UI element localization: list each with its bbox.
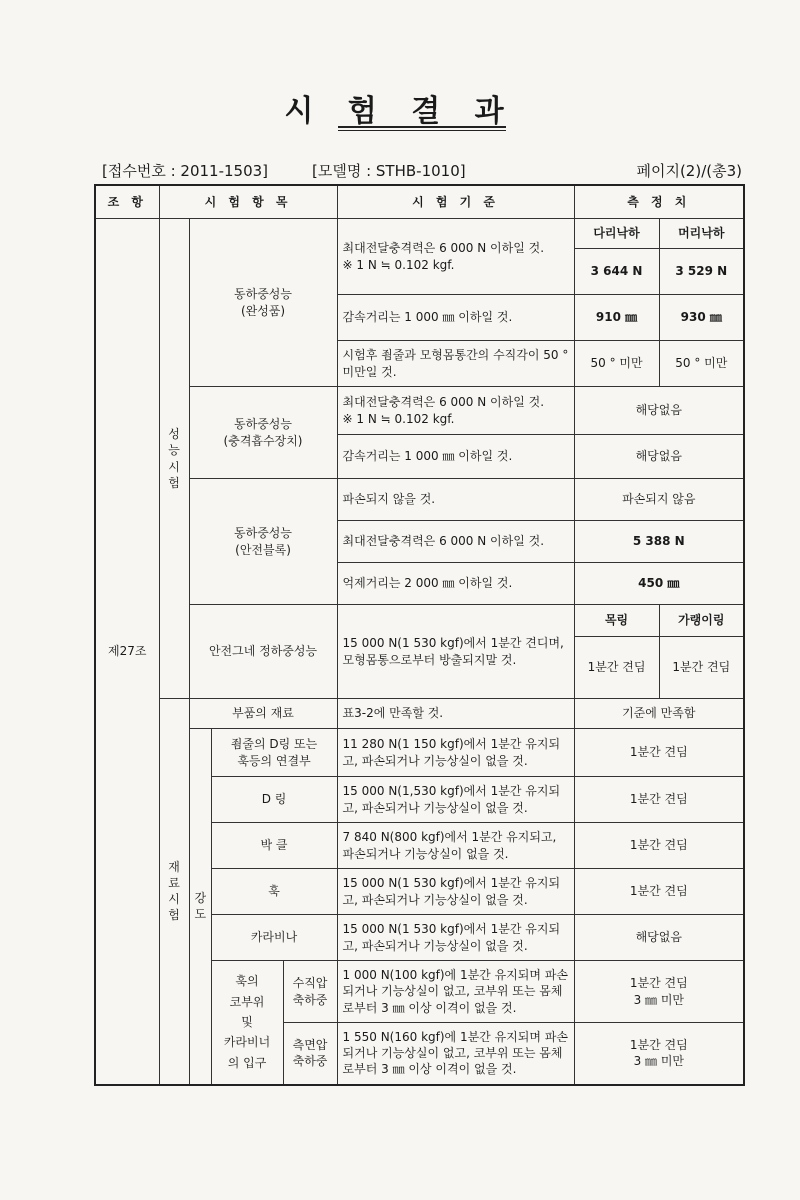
- header-row: [95, 185, 744, 219]
- subheader-crotch-ring: 가랭이링: [659, 605, 744, 637]
- item-lateral-load: 측면압 축하중: [283, 1023, 337, 1085]
- table-row: [95, 699, 744, 729]
- header-criteria: 시 험 기 준: [337, 185, 574, 219]
- measure-hook: 1분간 견딤: [574, 869, 744, 915]
- measure-block-break: 파손되지 않음: [574, 479, 744, 521]
- model-name: [모델명 : STHB-1010]: [312, 162, 466, 180]
- measure-absorber-force: 해당없음: [574, 387, 744, 435]
- criteria-parts-material: 표3-2에 만족할 것.: [337, 699, 574, 729]
- criteria-d-ring: 15 000 N(1,530 kgf)에서 1분간 유지되고, 파손되거나 기능상실이 없을 것.: [337, 777, 574, 823]
- measure-full-angle-foot: 50 ° 미만: [659, 341, 744, 387]
- strength-label: 강 도: [189, 729, 211, 1085]
- header-measured: 측 정 치: [574, 185, 744, 219]
- criteria-block-force: 최대전달충격력은 6 000 N 이하일 것.: [337, 521, 574, 563]
- criteria-lateral-load: 1 550 N(160 kgf)에 1분간 유지되며 파손되거나 기능상실이 없고, 코부위 또는 몸체로부터 3 ㎜ 이상 이격이 없을 것.: [337, 1023, 574, 1085]
- subheader-head-drop: 다리낙하: [574, 219, 659, 249]
- item-hook-mouth: 훅의 코부위 및 카라비너 의 입구: [211, 961, 283, 1085]
- criteria-buckle: 7 840 N(800 kgf)에서 1분간 유지되고, 파손되거나 기능상실이 없을 것.: [337, 823, 574, 869]
- measure-absorber-decel: 해당없음: [574, 435, 744, 479]
- item-full-product: 동하중성능 (완성품): [189, 219, 337, 387]
- header-item: 시 험 항 목: [159, 185, 337, 219]
- measure-neck-ring: 1분간 견딤: [574, 637, 659, 699]
- criteria-harness-static: 15 000 N(1 530 kgf)에서 1분간 견디며, 모형몸통으로부터 방출되지말 것.: [337, 605, 574, 699]
- item-d-ring: D 링: [211, 777, 337, 823]
- criteria-lanyard-connection: 11 280 N(1 150 kgf)에서 1분간 유지되고, 파손되거나 기능상실이 없을 것.: [337, 729, 574, 777]
- subheader-foot-drop: 머리낙하: [659, 219, 744, 249]
- item-safety-block: 동하중성능 (안전블록): [189, 479, 337, 605]
- title-underline: [338, 126, 506, 128]
- item-vertical-load: 수직압 축하중: [283, 961, 337, 1023]
- measure-full-angle-head: 50 ° 미만: [574, 341, 659, 387]
- criteria-full-decel: 감속거리는 1 000 ㎜ 이하일 것.: [337, 295, 574, 341]
- criteria-vertical-load: 1 000 N(100 kgf)에 1분간 유지되며 파손되거나 기능상실이 없고, 코부위 또는 몸체로부터 3 ㎜ 이상 이격이 없을 것.: [337, 961, 574, 1023]
- table-row: [95, 605, 744, 637]
- header-clause: 조 항: [95, 185, 159, 219]
- page-indicator: 페이지(2)/(총3): [636, 162, 742, 180]
- test-results-table: [94, 184, 745, 1086]
- item-harness-static: 안전그네 정하중성능: [189, 605, 337, 699]
- table-row: [95, 479, 744, 521]
- measure-buckle: 1분간 견딤: [574, 823, 744, 869]
- measure-carabiner: 해당없음: [574, 915, 744, 961]
- criteria-block-stop: 억제거리는 2 000 ㎜ 이하일 것.: [337, 563, 574, 605]
- criteria-full-force: 최대전달충격력은 6 000 N 이하일 것. ※ 1 N ≒ 0.102 kgf.: [337, 219, 574, 295]
- document-title: 시 험 결 과: [284, 94, 516, 129]
- measure-d-ring: 1분간 견딤: [574, 777, 744, 823]
- measure-parts-material: 기준에 만족함: [574, 699, 744, 729]
- measure-full-force-head: 3 644 N: [574, 249, 659, 295]
- criteria-absorber-decel: 감속거리는 1 000 ㎜ 이하일 것.: [337, 435, 574, 479]
- table-row: [95, 387, 744, 435]
- receipt-number: [접수번호 : 2011-1503]: [102, 162, 269, 180]
- performance-section-label: 성 능 시 험: [159, 219, 189, 699]
- table-row: [95, 729, 744, 777]
- item-buckle: 박 클: [211, 823, 337, 869]
- subheader-neck-ring: 목링: [574, 605, 659, 637]
- criteria-carabiner: 15 000 N(1 530 kgf)에서 1분간 유지되고, 파손되거나 기능상실이 없을 것.: [337, 915, 574, 961]
- item-hook: 훅: [211, 869, 337, 915]
- criteria-hook: 15 000 N(1 530 kgf)에서 1분간 유지되고, 파손되거나 기능상실이 없을 것.: [337, 869, 574, 915]
- measure-vertical-load: 1분간 견딤 3 ㎜ 미만: [574, 961, 744, 1023]
- item-shock-absorber: 동하중성능 (충격흡수장치): [189, 387, 337, 479]
- measure-full-decel-foot: 930 ㎜: [659, 295, 744, 341]
- item-lanyard-connection: 죔줄의 D링 또는 훅등의 연결부: [211, 729, 337, 777]
- criteria-absorber-force: 최대전달충격력은 6 000 N 이하일 것. ※ 1 N ≒ 0.102 kgf.: [337, 387, 574, 435]
- measure-lateral-load: 1분간 견딤 3 ㎜ 미만: [574, 1023, 744, 1085]
- measure-lanyard-connection: 1분간 견딤: [574, 729, 744, 777]
- item-carabiner: 카라비나: [211, 915, 337, 961]
- criteria-block-break: 파손되지 않을 것.: [337, 479, 574, 521]
- table-row: [95, 219, 744, 249]
- measure-crotch-ring: 1분간 견딤: [659, 637, 744, 699]
- measure-block-stop: 450 ㎜: [574, 563, 744, 605]
- item-parts-material: 부품의 재료: [189, 699, 337, 729]
- measure-full-force-foot: 3 529 N: [659, 249, 744, 295]
- title-underline-thin: [338, 130, 506, 131]
- criteria-full-angle: 시험후 죔줄과 모형몸통간의 수직각이 50 ° 미만일 것.: [337, 341, 574, 387]
- material-section-label: 재 료 시 험: [159, 699, 189, 1085]
- measure-full-decel-head: 910 ㎜: [574, 295, 659, 341]
- clause-cell: 제27조: [95, 219, 159, 1085]
- measure-block-force: 5 388 N: [574, 521, 744, 563]
